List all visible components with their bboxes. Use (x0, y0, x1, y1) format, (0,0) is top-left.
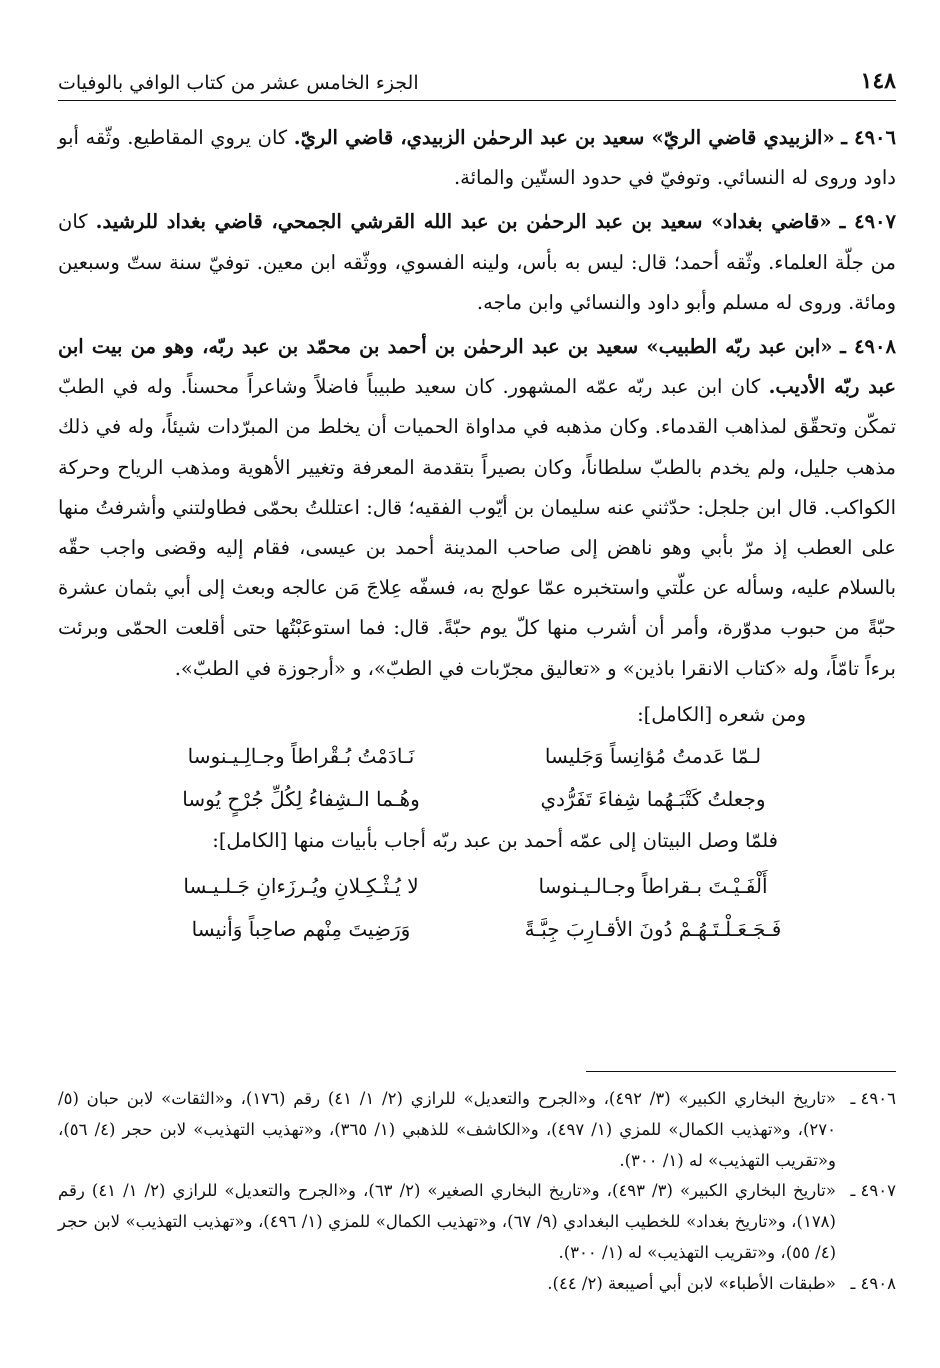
verse-second-hemistich: وَرَضِيتَ مِنْهم صاحِباً وَأنيسا (191, 917, 411, 942)
verse-first-hemistich: وجعلتُ كَتْبَـهُما شِفاءَ تَفَرُّدي (540, 787, 766, 812)
footnote-divider (586, 1071, 896, 1072)
footnote-number: ٤٩٠٦ ـ (850, 1089, 896, 1108)
verse-second-hemistich: وهُـما الـشِفاءُ لِكُلِّ جُرْحٍ يُوسا (182, 787, 420, 812)
verse-first-hemistich: لـمّا عَدمتُ مُؤانِساً وَجَليسا (544, 744, 762, 769)
main-text (58, 118, 896, 951)
footnote-number: ٤٩٠٨ ـ (850, 1273, 896, 1293)
page-number: ١٤٨ (860, 68, 896, 94)
footnote-4906 (58, 1084, 896, 1176)
entry-title: «الزبيدي قاضي الريّ» سعيد بن عبد الرحمٰن الزبيدي، قاضي الريّ. (293, 126, 835, 149)
footnote-4908 (58, 1269, 896, 1300)
entry-4906 (58, 118, 896, 198)
reply-intro: فلمّا وصل البيتان إلى عمّه أحمد بن عبد ربّه أجاب بأبيات منها [الكامل]: (212, 829, 778, 853)
verse-second-hemistich: نَـادَمْتُ بُـقْراطاً وجـالِـيـنوسا (187, 744, 415, 769)
verse-first-hemistich: أَلْفَـيْـتَ بـقراطاً وجـالـيـنوسا (538, 874, 768, 899)
entry-number: ٤٩٠٦ ـ (841, 126, 896, 149)
verse-row (58, 908, 896, 951)
verse-first-hemistich: فَـجَـعَـلْـتَـهُـمْ دُونَ الأقـارِبَ جِبَّـةً (524, 917, 782, 942)
running-title: الجزء الخامس عشر من كتاب الوافي بالوفيات (58, 72, 419, 94)
footnote-text: «طبقات الأطباء» لابن أبي أصيبعة (٢/ ٤٤). (547, 1273, 836, 1293)
entry-number: ٤٩٠٨ ـ (840, 335, 896, 359)
footnote-4907 (58, 1176, 896, 1268)
page-header (58, 58, 896, 101)
footnotes (58, 1084, 896, 1300)
entry-text: كان من جلّة العلماء. وثّقه أحمد؛ قال: ليس به بأس، ولينه الفسوي، ووثّقه ابن معين. توفيّ سنة ستّ وسبعين ومائة. وروى له مسلم وأبو داود والنسائي وابن ماجه. (58, 210, 896, 314)
footnote-text: «تاريخ البخاري الكبير» (٣/ ٤٩٣)، و«تاريخ البخاري الصغير» (٢/ ٦٣)، و«الجرح والتعديل» للرازي (٢/ ١/ ٤١) رقم (١٧٨)، و«تاريخ بغداد» للخطيب البغدادي (٩/ ٦٧)، و«تهذيب الكمال» للمزي (١/ ٤٩٦)، و«تهذيب التهذيب» لابن حجر (٤/ ٥٥)، و«تقريب التهذيب» له (١/ ٣٠٠). (58, 1181, 836, 1262)
verse-row (58, 778, 896, 821)
verse-row (58, 735, 896, 778)
poetry-intro: ومن شعره [الكامل]: (637, 702, 806, 726)
entry-text: كان يروي المقاطيع. وثّقه أبو داود وروى له النسائي. وتوفيّ في حدود الستّين والمائة. (58, 126, 896, 190)
verse-row (58, 865, 896, 908)
entry-title: «ابن عبد ربّه الطبيب» سعيد بن عبد الرحمٰن بن أحمد بن محمّد بن عبد ربّه، وهو من بيت ابن عبد ربّه الأديب. (58, 335, 896, 399)
entry-title: «قاضي بغداد» سعيد بن عبد الرحمٰن بن عبد الله القرشي الجمحي، قاضي بغداد للرشيد. (95, 210, 832, 234)
entry-text: كان ابن عبد ربّه عمّه المشهور. كان سعيد طبيباً فاضلاً وشاعراً محسناً. وله في الطبّ تمكّن وتحقّق لمذاهب القدماء. وكان مذهبه في مداواة الحميات أن يخلط من المبرّدات شيئاً، وله في ذلك مذهب جليل، ولم يخدم بالطبّ سلطاناً، وكان بصيراً بتقدمة المعرفة وتغيير الأهوية ومذهب الرياح وحركة الكواكب. قال ابن جلجل: حدّثني عنه سليمان بن أيّوب الفقيه؛ قال: اعتللتُ بحمّى فطاولتني وأشرفتُ منها على العطب إذ مرّ بأبي وهو ناهض إلى صاحب المدينة أحمد بن عيسى، فقام إليه وقضى واجب حقّه بالسلام عليه، وسأله عن علّتي واستخبره عمّا عولج به، فسفّه عِلاجَ مَن عالجه وبعث إلى أبي بثمان عشرة حبّةً من حبوب مدوّرة، وأمر أن أشرب منها كلّ يوم حبّةً. قال: فما استوعَبْتُها حتى أقلعت الحمّى وبرئت برءاً تامّاً، وله «كتاب الانقرا باذين» و «تعاليق مجرّبات في الطبّ»، و «أرجوزة في الطبّ». (58, 375, 896, 680)
entry-number: ٤٩٠٧ ـ (839, 210, 896, 234)
verse-second-hemistich: لا يُـثْـكِـلانِ ويُـرزَءانِ جَـلـيـسا (183, 874, 419, 899)
entry-4907 (58, 202, 896, 323)
footnote-text: «تاريخ البخاري الكبير» (٣/ ٤٩٢)، و«الجرح والتعديل» للرازي (٢/ ١/ ٤١) رقم (١٧٦)، و«الثقات» لابن حبان (٥/ ٢٧٠)، و«تهذيب الكمال» للمزي (١/ ٤٩٧)، و«الكاشف» للذهبي (١/ ٣٦٥)، و«تهذيب التهذيب» لابن حجر (٤/ ٥٦)، و«تقريب التهذيب» له (١/ ٣٠٠). (58, 1089, 837, 1170)
footnote-number: ٤٩٠٧ ـ (850, 1181, 896, 1201)
entry-4908 (58, 327, 896, 689)
